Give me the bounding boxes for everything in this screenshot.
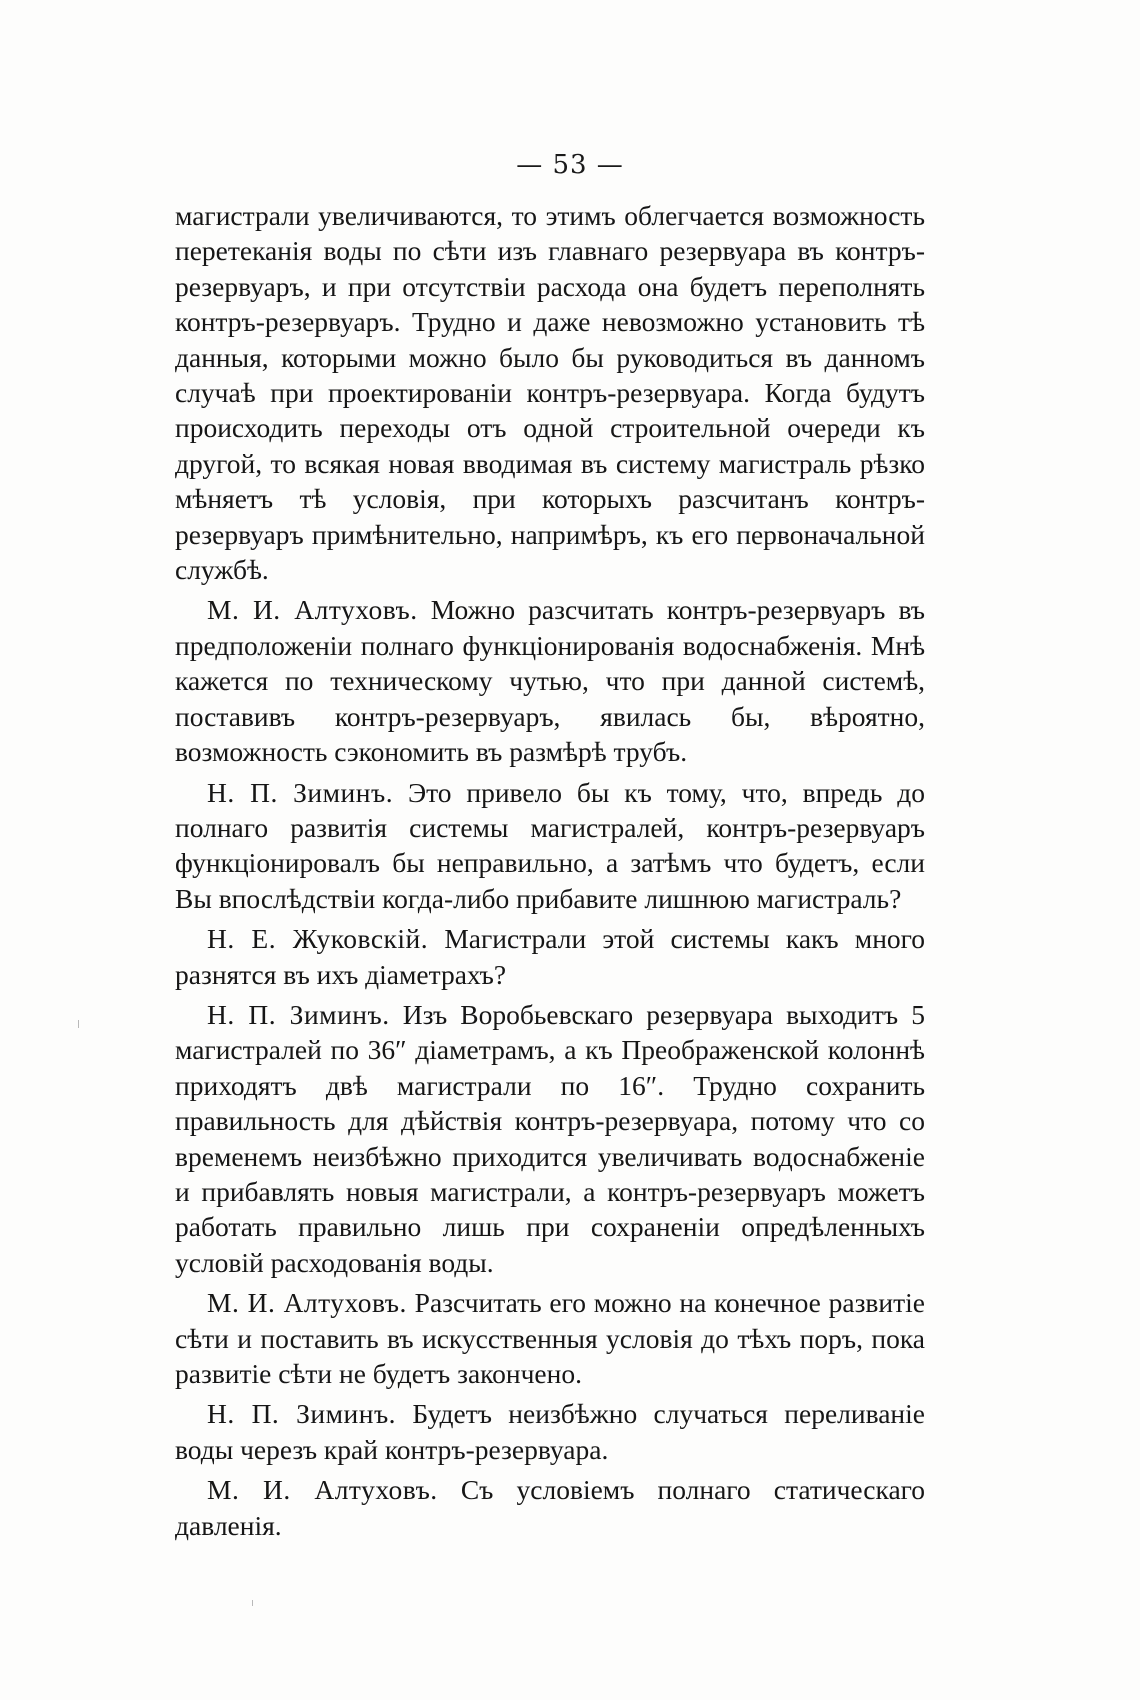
speech-text: Можно разсчитать контръ-резервуаръ въ предположеніи полнаго функціонированія водоснабженія. Мнѣ кажется по техническому чутью, что при данной системѣ, поставивъ контръ-резервуаръ, явилась бы, вѣроятно, возможность сэкономить въ размѣрѣ трубъ. [175,594,925,768]
body-text [175,198,925,1548]
speech-text: Изъ Воробьевскаго резервуара выходитъ 5 магистралей по 36″ діаметрамъ, а къ Преображенской колоннѣ приходятъ двѣ магистрали по 16″. Трудно сохранить правильность для дѣйствія контръ-резервуара, потому что со временемъ неизбѣжно приходится увеличивать водоснабженіе и прибавлять новыя магистрали, а контръ-резервуаръ можетъ работать правильно лишь при сохраненіи опредѣленныхъ условій расходованія воды. [175,998,925,1278]
speech-paragraph [175,997,925,1280]
speech-text: Будетъ неизбѣжно случаться переливаніе воды черезъ край контръ-резервуара. [175,1398,925,1465]
speech-text: Разсчитать его можно на конечное развитіе сѣти и поставить въ искусственныя условія до тѣхъ поръ, пока развитіе сѣти не будетъ закончено. [175,1287,925,1389]
speaker-name: Н. Е. Жуковскій. [207,923,429,955]
speech-paragraph [175,1472,925,1543]
speaker-name: Н. П. Зиминъ. [207,776,394,808]
speech-text: Съ условіемъ полнаго статическаго давленія. [175,1474,925,1541]
speaker-name: Н. П. Зиминъ. [207,998,390,1030]
speech-text: Магистрали этой системы какъ много разнятся въ ихъ діаметрахъ? [175,923,926,990]
paragraph-text: магистрали увеличиваются, то этимъ облегчается возможность перетеканія воды по сѣти изъ главнаго резервуара въ контръ-резервуаръ, и при отсутствіи расхода она будетъ переполнять контръ-резервуаръ. Трудно и даже невозможно установить тѣ данныя, которыми можно было бы руководиться въ данномъ случаѣ при проектированіи контръ-резервуара. Когда будутъ происходить переходы отъ одной строительной очереди къ другой, то всякая новая вводимая въ систему магистраль рѣзко мѣняетъ тѣ условія, при которыхъ разсчитанъ контръ-резервуаръ примѣнительно, напримѣръ, къ его первоначальной службѣ. [175,200,925,586]
speech-text: Это привело бы къ тому, что, впредь до полнаго развитія системы магистралей, контръ-резервуаръ функціонировалъ бы неправильно, а затѣмъ что будетъ, если Вы впослѣдствіи когда-либо прибавите лишнюю магистраль? [175,776,926,914]
paragraph-continued [175,198,925,587]
speech-paragraph [175,775,925,917]
speaker-name: М. И. Алтуховъ. [207,1287,407,1319]
scan-speck [252,1600,253,1606]
scan-speck [78,1020,79,1028]
speaker-name: М. И. Алтуховъ. [207,594,418,626]
speaker-name: М. И. Алтуховъ. [207,1474,438,1506]
speech-paragraph [175,921,925,992]
speaker-name: Н. П. Зиминъ. [207,1398,397,1430]
speech-paragraph [175,592,925,769]
speech-paragraph [175,1396,925,1467]
speech-paragraph [175,1285,925,1391]
page-number: — 53 — [516,150,624,180]
